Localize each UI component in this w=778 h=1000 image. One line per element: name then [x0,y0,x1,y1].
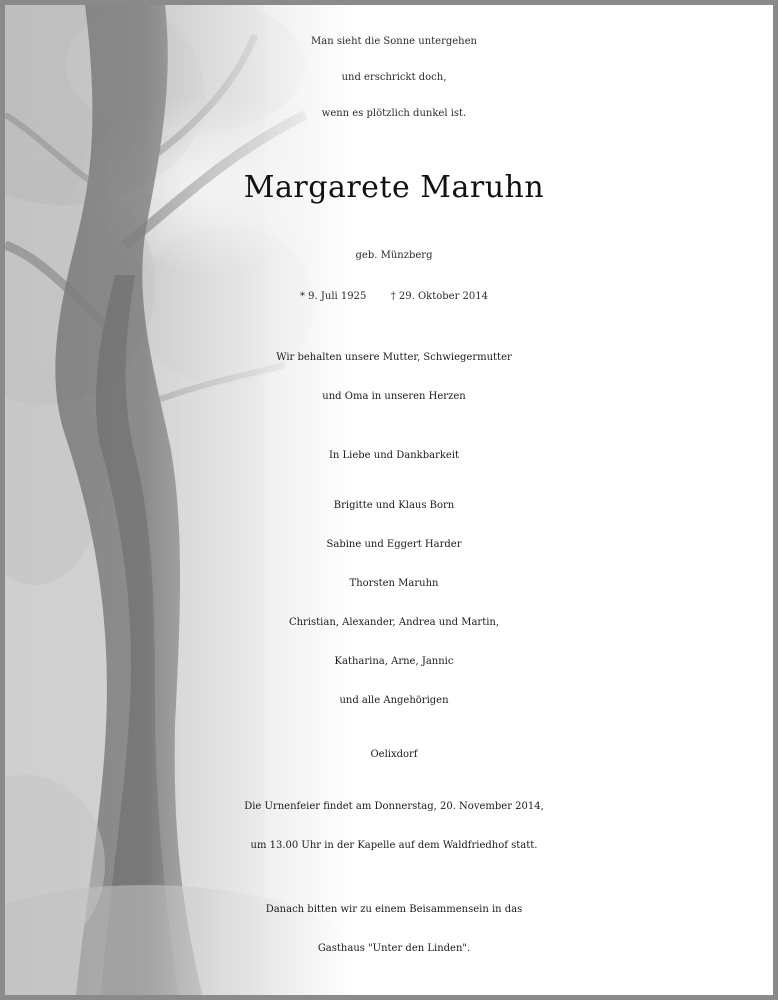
mourner-line-4: Christian, Alexander, Andrea und Martin, [288,617,500,628]
mourner-line-2: Sabine und Eggert Harder [326,539,462,550]
birth-date: * 9. Juli 1925 [299,291,367,302]
maiden-name: geb. Münzberg [355,250,433,261]
death-date: † 29. Oktober 2014 [390,291,489,302]
motto-line-1: Man sieht die Sonne untergehen [311,36,477,47]
service-line-1: Die Urnenfeier findet am Donnerstag, 20. November 2014, [244,801,544,812]
mourner-line-3: Thorsten Maruhn [349,578,439,589]
tribute-line-1: Wir behalten unsere Mutter, Schwiegermutter [276,352,512,363]
place-name: Oelixdorf [370,749,418,760]
deceased-name: Margarete Maruhn [243,170,545,205]
service-line-2: um 13.00 Uhr in der Kapelle auf dem Waldfriedhof statt. [250,840,538,851]
mourner-line-5: Katharina, Arne, Jannic [334,656,454,667]
life-dates [5,292,778,302]
motto-line-3: wenn es plötzlich dunkel ist. [321,108,467,119]
closing-line: In Liebe und Dankbarkeit [328,450,460,461]
reception-line-1: Danach bitten wir zu einem Beisammensein in das [265,904,523,915]
mourner-line-6: und alle Angehörigen [339,695,449,706]
tribute-line-2: und Oma in unseren Herzen [322,391,466,402]
obituary-text [5,5,778,1000]
reception-line-2: Gasthaus "Unter den Linden". [317,943,471,954]
motto-line-2: und erschrickt doch, [341,72,447,83]
mourner-line-1: Brigitte und Klaus Born [333,500,455,511]
